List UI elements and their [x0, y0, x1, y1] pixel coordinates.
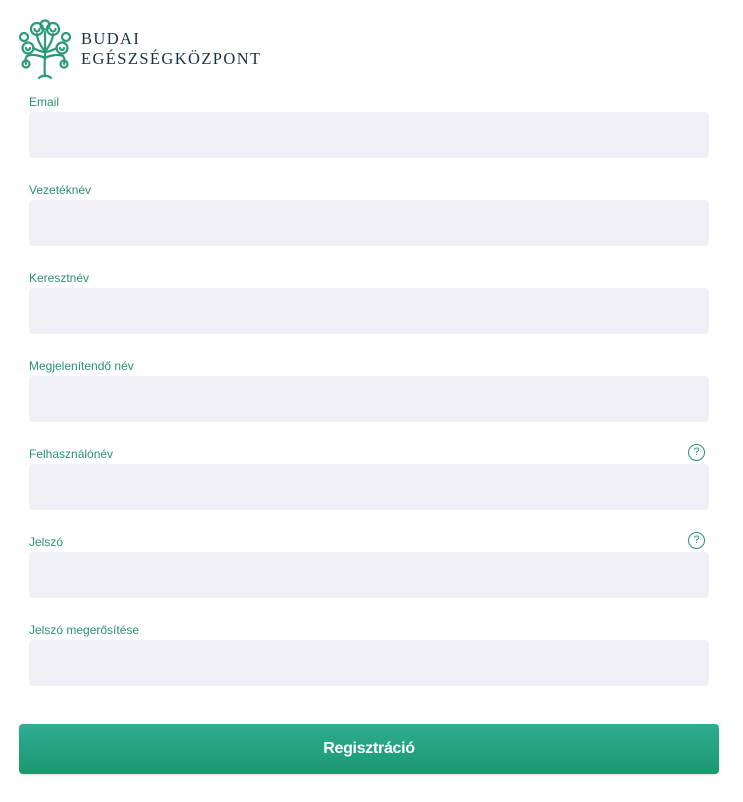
password-input[interactable] [29, 552, 709, 598]
password-label: Jelszó [29, 535, 64, 549]
last-name-input[interactable] [29, 200, 709, 246]
field-last-name [29, 181, 709, 269]
username-label: Felhasználónév [29, 447, 114, 461]
field-username [29, 445, 709, 533]
field-password [29, 533, 709, 621]
email-input[interactable] [29, 112, 709, 158]
username-help-icon[interactable]: ? [688, 444, 705, 461]
brand-line-1: BUDAI [81, 29, 141, 48]
password-confirm-input[interactable] [29, 640, 709, 686]
field-display-name [29, 357, 709, 445]
password-confirm-label: Jelszó megerősítése [29, 623, 140, 637]
register-button[interactable]: Regisztráció [19, 724, 719, 774]
brand-logo [17, 18, 262, 80]
last-name-label: Vezetéknév [29, 183, 92, 197]
email-label: Email [29, 95, 60, 109]
username-input[interactable] [29, 464, 709, 510]
field-password-confirm [29, 621, 709, 709]
tree-icon [17, 18, 73, 80]
brand-line-2: EGÉSZSÉGKÖZPONT [81, 49, 262, 68]
field-first-name [29, 269, 709, 357]
brand-name [81, 29, 262, 69]
field-email [29, 93, 709, 181]
display-name-input[interactable] [29, 376, 709, 422]
first-name-input[interactable] [29, 288, 709, 334]
first-name-label: Keresztnév [29, 271, 90, 285]
password-help-icon[interactable]: ? [688, 532, 705, 549]
registration-form [29, 93, 709, 709]
display-name-label: Megjelenítendő név [29, 359, 134, 373]
